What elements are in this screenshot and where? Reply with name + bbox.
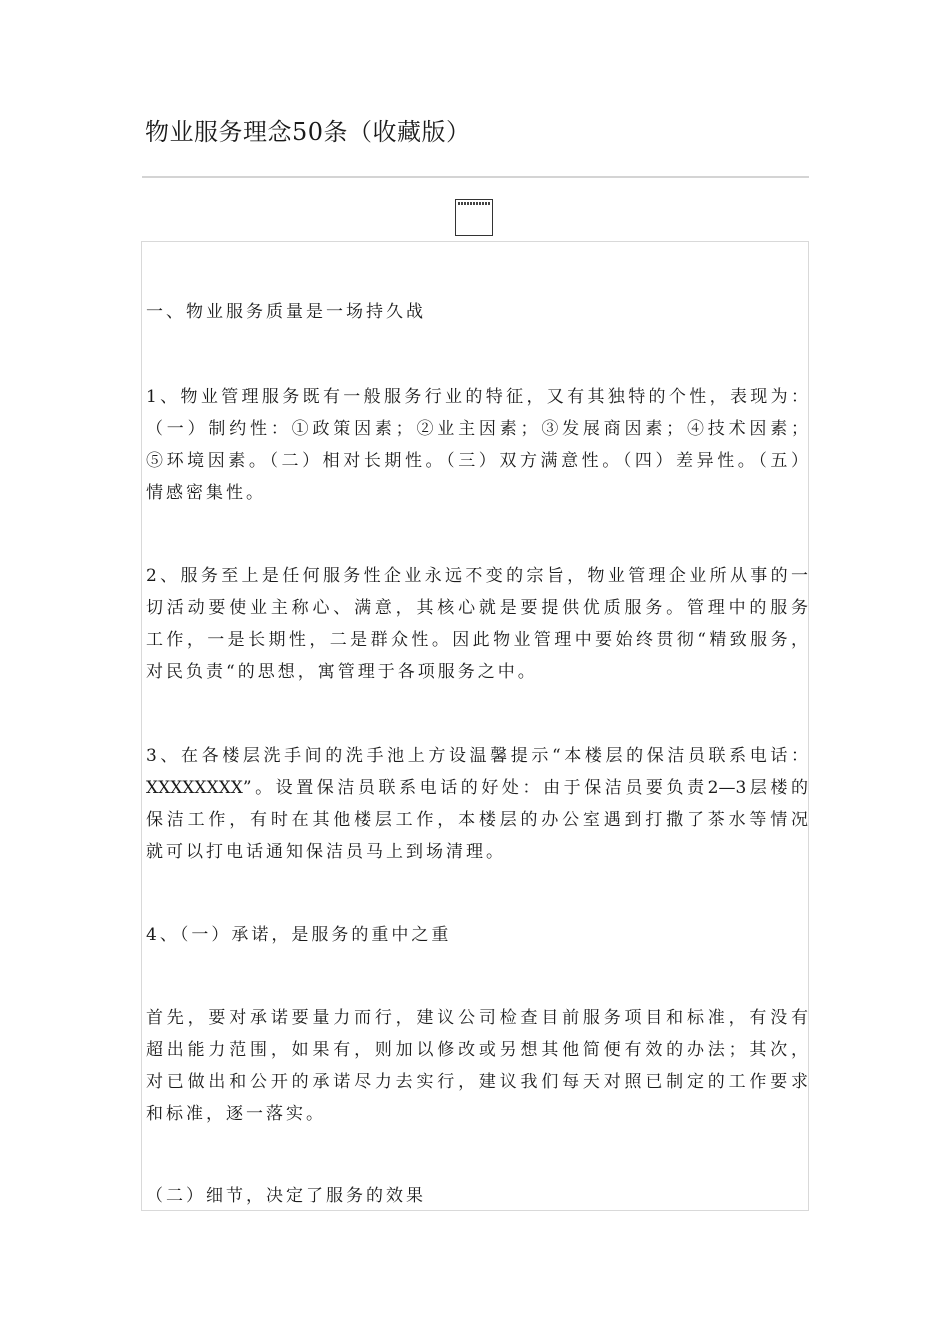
thumbnail-text-strip <box>458 202 490 205</box>
paragraph-line: XXXXXXXX”。设置保洁员联系电话的好处：由于保洁员要负责2—3层楼的 <box>146 778 808 798</box>
document-title: 物业服务理念50条（收藏版） <box>145 118 471 146</box>
paragraph-line: 就可以打电话通知保洁员马上到场清理。 <box>146 842 506 862</box>
document-thumbnail-icon[interactable] <box>455 199 493 236</box>
paragraph-line: 超出能力范围，如果有，则加以修改或另想其他简便有效的办法；其次， <box>146 1040 808 1060</box>
paragraph-line: 和标准，逐一落实。 <box>146 1104 326 1124</box>
paragraph-line: 1、物业管理服务既有一般服务行业的特征，又有其独特的个性，表现为： <box>146 387 808 407</box>
subsection-heading: 4、（一）承诺，是服务的重中之重 <box>146 925 452 945</box>
paragraph-line: 对已做出和公开的承诺尽力去实行，建议我们每天对照已制定的工作要求 <box>146 1072 808 1092</box>
title-divider <box>142 176 809 178</box>
paragraph-line: （一）制约性：①政策因素；②业主因素；③发展商因素；④技术因素； <box>146 419 808 439</box>
paragraph-line: 保洁工作，有时在其他楼层工作，本楼层的办公室遇到打撒了茶水等情况 <box>146 810 808 830</box>
paragraph-line: 工作，一是长期性，二是群众性。因此物业管理中要始终贯彻“精致服务， <box>146 630 808 650</box>
subsection-heading: （二）细节，决定了服务的效果 <box>146 1186 426 1206</box>
paragraph-line: 2、服务至上是任何服务性企业永远不变的宗旨，物业管理企业所从事的一 <box>146 566 808 586</box>
paragraph-line: ⑤环境因素。（二）相对长期性。（三）双方满意性。（四）差异性。（五） <box>146 451 808 471</box>
paragraph-line: 对民负责“的思想，寓管理于各项服务之中。 <box>146 662 538 682</box>
paragraph-line: 情感密集性。 <box>146 483 266 503</box>
paragraph-line: 切活动要使业主称心、满意，其核心就是要提供优质服务。管理中的服务 <box>146 598 808 618</box>
section-heading: 一、物业服务质量是一场持久战 <box>146 302 426 322</box>
paragraph-line: 3、在各楼层洗手间的洗手池上方设温馨提示“本楼层的保洁员联系电话： <box>146 746 808 766</box>
paragraph-line: 首先，要对承诺要量力而行，建议公司检查目前服务项目和标准，有没有 <box>146 1008 808 1028</box>
